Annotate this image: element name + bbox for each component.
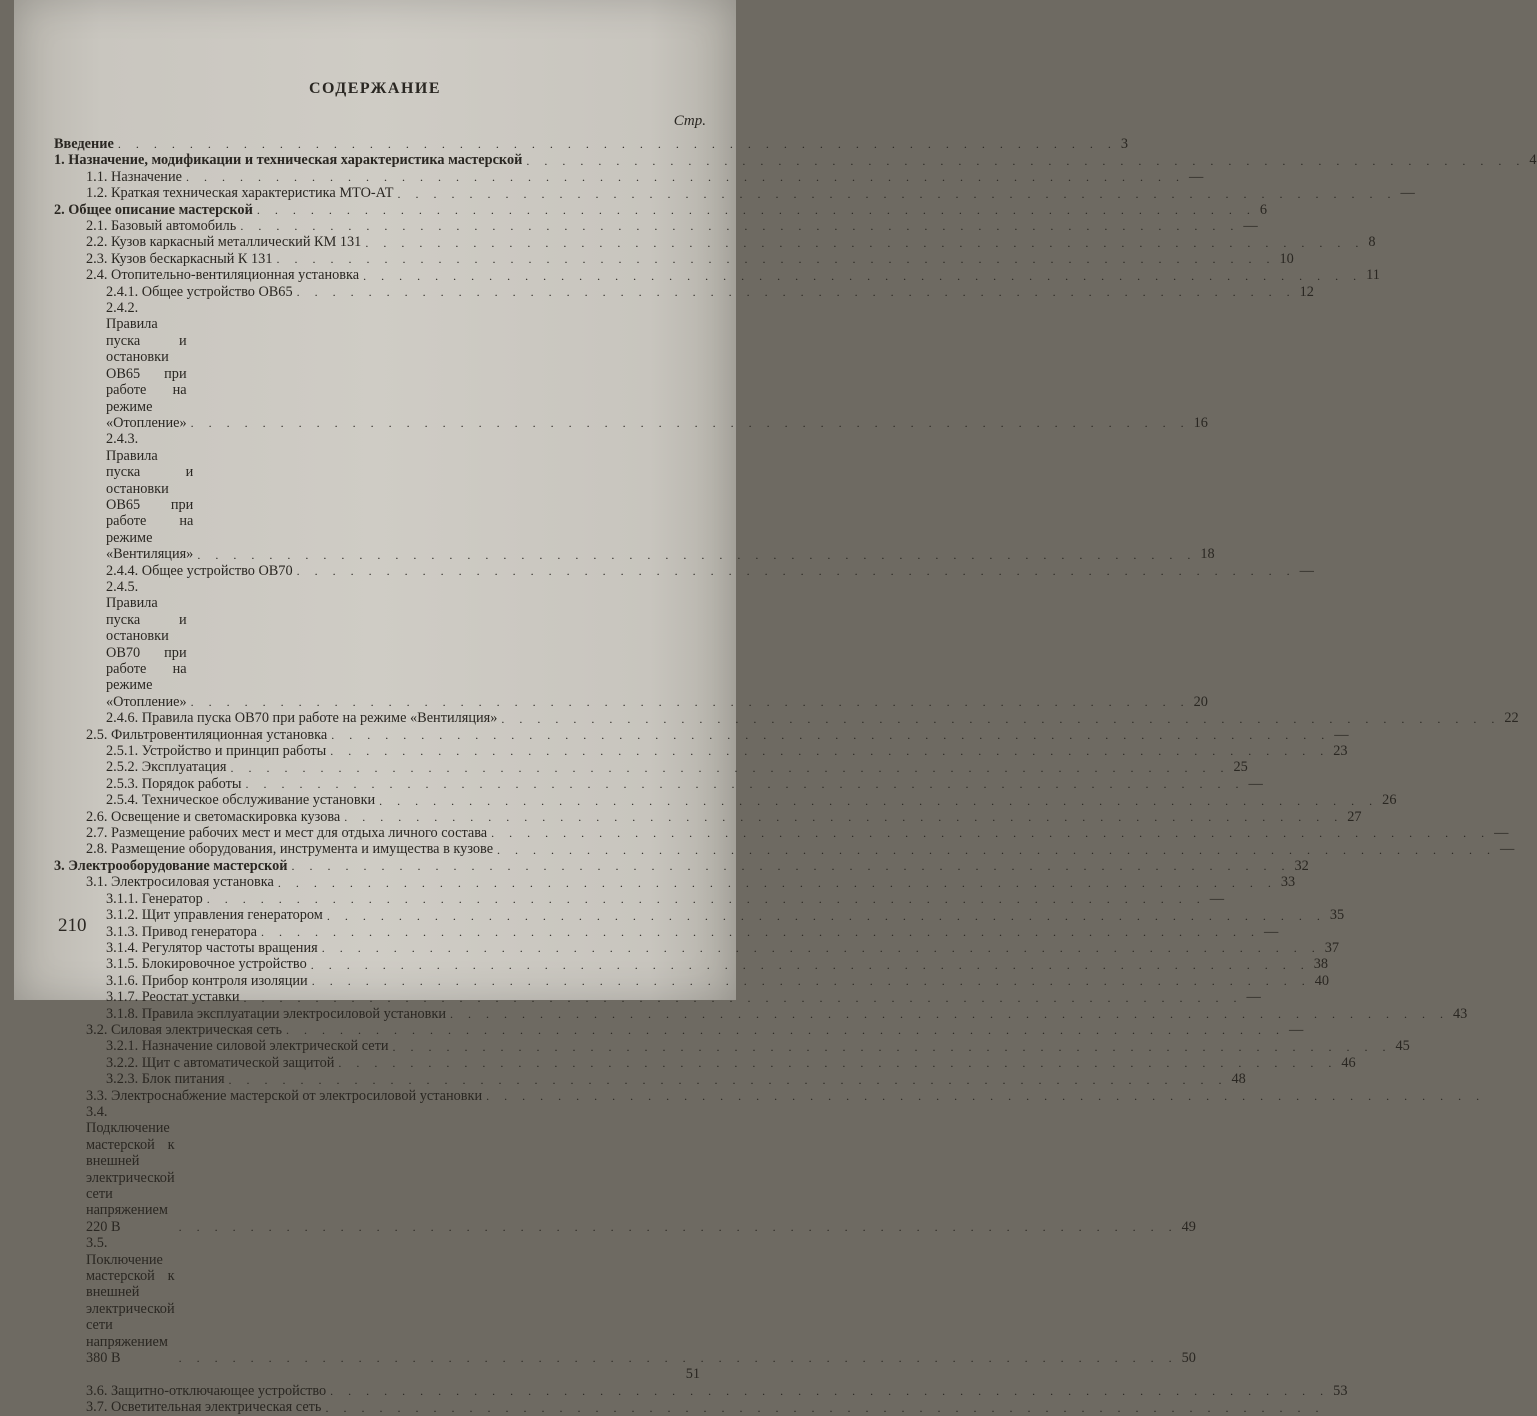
toc-leader-dots: . . . . . . . . . . . . . . . . . . . . . . . . . . . . . . . . . . . . . . . . . . . . . . . . . . . . . . . . — [260, 924, 1260, 939]
toc-entry-page: 50 — [1181, 1350, 1196, 1367]
toc-entry-page: 10 — [1279, 250, 1294, 267]
toc-entry — [54, 972, 1329, 989]
toc-entry-title: 3.1.4. Регулятор частоты вращения — [106, 939, 318, 956]
toc-entry-title: 3.1.3. Привод генератора — [106, 923, 257, 940]
toc-entry-page: 22 — [1504, 710, 1519, 727]
toc-leader-dots: . . . . . . . . . . . . . . . . . . . . . . . . . . . . . . . . . . . . . . . . . . . . . . . . . . . . . . . . — [365, 235, 1365, 250]
toc-entry — [54, 250, 1294, 267]
toc-entry — [54, 1071, 1246, 1088]
toc-entry — [54, 808, 1362, 825]
toc-entry-page: 32 — [1294, 857, 1309, 874]
toc-entry-page: 33 — [1280, 874, 1296, 891]
toc-leader-dots: . . . . . . . . . . . . . . . . . . . . . . . . . . . . . . . . . . . . . . . . . . . . . . . . . . . . . . . . — [392, 1039, 1392, 1054]
toc-entry-title: 2.6. Освещение и светомаскировка кузова — [86, 808, 341, 825]
toc-entry — [54, 759, 1248, 776]
toc-entry-title: 3.1. Электросиловая установка — [86, 874, 274, 891]
toc-entry — [54, 874, 1296, 891]
toc-entry — [54, 1103, 1196, 1235]
toc-entry-title: 3. Электрооборудование мастерской — [54, 857, 288, 874]
toc-entry — [54, 283, 1314, 300]
toc-leader-dots: . . . . . . . . . . . . . . . . . . . . . . . . . . . . . . . . . . . . . . . . . . . . . . . . . . . . . . . . — [117, 137, 1117, 152]
toc-leader-dots: . . . . . . . . . . . . . . . . . . . . . . . . . . . . . . . . . . . . . . . . . . . . . . . . . . . . . . . . — [240, 219, 1240, 234]
toc-leader-dots: . . . . . . . . . . . . . . . . . . . . . . . . . . . . . . . . . . . . . . . . . . . . . . . . . . . . . . . . — [190, 416, 1190, 431]
toc-entry-page: — — [1188, 168, 1204, 185]
toc-leader-dots: . . . . . . . . . . . . . . . . . . . . . . . . . . . . . . . . . . . . . . . . . . . . . . . . . . . . . . . . — [185, 170, 1185, 185]
page-number: 210 — [58, 915, 87, 936]
toc-entry — [54, 562, 1314, 579]
toc-leader-dots: . . . . . . . . . . . . . . . . . . . . . . . . . . . . . . . . . . . . . . . . . . . . . . . . . . . . . . . . — [178, 1220, 1178, 1235]
toc-entry-page: 8 — [1368, 234, 1376, 251]
toc-leader-dots: . . . . . . . . . . . . . . . . . . . . . . . . . . . . . . . . . . . . . . . . . . . . . . . . . . . . . . . . — [379, 793, 1379, 808]
toc-leader-dots: . . . . . . . . . . . . . . . . . . . . . . . . . . . . . . . . . . . . . . . . . . . . . . . . . . . . . . . . — [526, 153, 1526, 168]
toc-entry-page: 49 — [1181, 1218, 1196, 1235]
toc-entry — [54, 201, 1267, 218]
toc-entry-title: 2.1. Базовый автомобиль — [86, 218, 237, 235]
toc-entry — [54, 923, 1279, 940]
toc-entry-page: 48 — [1231, 1071, 1246, 1088]
toc-entry-title: 3.6. Защитно-отключающее устройство — [86, 1382, 327, 1399]
toc-leader-dots: . . . . . . . . . . . . . . . . . . . . . . . . . . . . . . . . . . . . . . . . . . . . . . . . . . . . . . . . — [256, 203, 1256, 218]
toc-entry-title: 3.1.8. Правила эксплуатации электросиловой установки — [106, 1005, 447, 1022]
toc-entry-title: 2.4.2. Правила пуска и остановки ОВ65 при работе на режиме «Отопление» — [106, 300, 187, 431]
toc-leader-dots: . . . . . . . . . . . . . . . . . . . . . . . . . . . . . . . . . . . . . . . . . . . . . . . . . . . . . . . . — [276, 252, 1276, 267]
toc-entry — [54, 300, 1208, 431]
toc-entry-page: 40 — [1314, 972, 1329, 989]
toc-leader-dots: . . . . . . . . . . . . . . . . . . . . . . . . . . . . . . . . . . . . . . . . . . . . . . . . . . . . . . . . — [243, 990, 1243, 1005]
toc-entry-page: 16 — [1193, 414, 1208, 431]
toc-entry-page: — — [1500, 841, 1515, 858]
toc-entry-title: 2.7. Размещение рабочих мест и мест для отдыха личного состава — [86, 825, 488, 842]
toc-entry-page: 43 — [1453, 1005, 1468, 1022]
toc-entry-title: Введение — [54, 136, 114, 152]
toc-entry-title: 2. Общее описание мастерской — [54, 201, 253, 218]
toc-entry-title: 3.1.6. Прибор контроля изоляции — [106, 972, 308, 989]
toc-leader-dots: . . . . . . . . . . . . . . . . . . . . . . . . . . . . . . . . . . . . . . . . . . . . . . . . . . . . . . . . — [197, 547, 1197, 562]
toc-entry-page: 20 — [1193, 693, 1208, 710]
toc-entry — [54, 743, 1348, 760]
toc-entry-title: 3.7. Осветительная электрическая сеть — [86, 1399, 322, 1416]
toc-entry — [54, 825, 1509, 842]
toc-entry-title: 2.4.4. Общее устройство ОВ70 — [106, 562, 293, 579]
toc-entry-title: 2.5.4. Техническое обслуживание установки — [106, 792, 376, 809]
toc-entry — [54, 1382, 1348, 1399]
toc-leader-dots: . . . . . . . . . . . . . . . . . . . . . . . . . . . . . . . . . . . . . . . . . . . . . . . . . . . . . . . . — [230, 760, 1230, 775]
toc-leader-dots: . . . . . . . . . . . . . . . . . . . . . . . . . . . . . . . . . . . . . . . . . . . . . . . . . . . . . . . . — [397, 186, 1397, 201]
toc-entry — [54, 218, 1258, 235]
toc-entry-title: 2.5.1. Устройство и принцип работы — [106, 743, 327, 760]
toc-entry-title: 3.4. Подключение мастерской к внешней электрической сети напряжением 220 В — [86, 1103, 175, 1235]
toc-leader-dots: . . . . . . . . . . . . . . . . . . . . . . . . . . . . . . . . . . . . . . . . . . . . . . . . . . . . . . . . — [310, 957, 1310, 972]
toc-entry-title: 1.1. Назначение — [86, 168, 182, 185]
toc-leader-dots: . . . . . . . . . . . . . . . . . . . . . . . . . . . . . . . . . . . . . . . . . . . . . . . . . . . . . . . . — [330, 744, 1330, 759]
table-of-contents — [54, 136, 1537, 1416]
toc-entry — [54, 431, 1215, 563]
toc-entry-title: 2.2. Кузов каркасный металлический КМ 131 — [86, 234, 362, 251]
toc-leader-dots: . . . . . . . . . . . . . . . . . . . . . . . . . . . . . . . . . . . . . . . . . . . . . . . . . . . . . . . . — [331, 728, 1331, 743]
toc-leader-dots: . . . . . . . . . . . . . . . . . . . . . . . . . . . . . . . . . . . . . . . . . . . . . . . . . . . . . . . . — [311, 974, 1311, 989]
toc-leader-dots: . . . . . . . . . . . . . . . . . . . . . . . . . . . . . . . . . . . . . . . . . . . . . . . . . . . . . . . . — [245, 777, 1245, 792]
toc-entry-title: 3.1.1. Генератор — [106, 890, 203, 907]
toc-entry-page: 37 — [1324, 939, 1339, 956]
toc-entry-title: 2.8. Размещение оборудования, инструмента и имущества в кузове — [86, 841, 494, 858]
toc-entry-title: 2.4.3. Правила пуска и остановки ОВ65 при работе на режиме «Вентиляция» — [106, 431, 194, 563]
toc-entry-page: 11 — [1366, 267, 1380, 284]
toc-entry-title: 2.4.6. Правила пуска ОВ70 при работе на режиме «Вентиляция» — [106, 710, 498, 727]
toc-entry-title: 3.5. Поключение мастерской к внешней электрической сети напряжением 380 В — [86, 1235, 175, 1367]
toc-entry — [54, 1054, 1356, 1071]
document-page — [14, 0, 1537, 1416]
toc-entry — [54, 1399, 1325, 1416]
toc-leader-dots: . . . . . . . . . . . . . . . . . . . . . . . . . . . . . . . . . . . . . . . . . . . . . . . . . . . . . . . . — [206, 892, 1206, 907]
toc-entry-page: 12 — [1299, 283, 1314, 300]
toc-entry-page: — — [1299, 562, 1314, 579]
toc-entry-page: 6 — [1259, 201, 1267, 218]
toc-entry-title: 2.4.1. Общее устройство ОВ65 — [106, 283, 293, 300]
toc-entry — [54, 857, 1309, 874]
toc-entry-title: 3.2. Силовая электрическая сеть — [86, 1021, 282, 1038]
toc-entry-title: 3.1.7. Реостат уставки — [106, 989, 240, 1006]
toc-entry-title: 3.1.5. Блокировочное устройство — [106, 956, 307, 973]
toc-entry — [54, 775, 1263, 792]
toc-entry-title: 3.3. Электроснабжение мастерской от электросиловой установки — [86, 1087, 483, 1104]
toc-leader-dots: . . . . . . . . . . . . . . . . . . . . . . . . . . . . . . . . . . . . . . . . . . . . . . . . . . . . . . . . — [190, 695, 1190, 710]
toc-entry — [54, 234, 1376, 251]
toc-entry-page: 38 — [1313, 956, 1329, 973]
toc-leader-dots: . . . . . . . . . . . . . . . . . . . . . . . . . . . . . . . . . . . . . . . . . . . . . . . . . . . . . . . . — [277, 875, 1277, 890]
toc-entry-page: 46 — [1341, 1054, 1356, 1071]
toc-entry-page: 23 — [1333, 743, 1348, 760]
toc-entry-page: — — [1288, 1021, 1304, 1038]
toc-entry-page: 4 — [1529, 152, 1537, 169]
toc-entry — [54, 989, 1261, 1006]
toc-leader-dots: . . . . . . . . . . . . . . . . . . . . . . . . . . . . . . . . . . . . . . . . . . . . . . . . . . . . . . . . — [491, 826, 1491, 841]
toc-leader-dots: . . . . . . . . . . . . . . . . . . . . . . . . . . . . . . . . . . . . . . . . . . . . . . . . . . . . . . . . — [325, 1400, 1325, 1415]
toc-entry — [54, 1021, 1304, 1038]
toc-entry — [54, 168, 1204, 185]
toc-entry-page: 35 — [1329, 907, 1345, 924]
toc-leader-dots: . . . . . . . . . . . . . . . . . . . . . . . . . . . . . . . . . . . . . . . . . . . . . . . . . . . . . . . . — [338, 1056, 1338, 1071]
toc-entry-page: 27 — [1347, 808, 1362, 825]
toc-entry — [54, 152, 1537, 169]
toc-entry-page: — — [1334, 726, 1349, 743]
toc-entry-page: — — [1209, 890, 1225, 907]
toc-entry — [54, 907, 1345, 924]
toc-entry — [54, 578, 1208, 710]
toc-entry — [54, 1038, 1410, 1055]
toc-entry-title: 3.2.2. Щит с автоматической защитой — [106, 1054, 335, 1071]
toc-leader-dots: . . . . . . . . . . . . . . . . . . . . . . . . . . . . . . . . . . . . . . . . . . . . . . . . . . . . . . . . — [321, 941, 1321, 956]
toc-entry — [54, 939, 1339, 956]
toc-entry-page: — — [1400, 185, 1415, 202]
toc-entry-page: — — [1248, 775, 1263, 792]
toc-entry-title: 2.5.2. Эксплуатация — [106, 759, 227, 776]
toc-leader-dots: . . . . . . . . . . . . . . . . . . . . . . . . . . . . . . . . . . . . . . . . . . . . . . . . . . . . . . . . — [486, 1088, 1486, 1103]
toc-entry-title: 2.5. Фильтровентиляционная установка — [86, 726, 328, 743]
toc-entry-page: 25 — [1233, 759, 1248, 776]
toc-entry — [54, 136, 1128, 152]
toc-entry-page: — — [1243, 218, 1258, 235]
toc-entry — [54, 1087, 1486, 1104]
toc-leader-dots: . . . . . . . . . . . . . . . . . . . . . . . . . . . . . . . . . . . . . . . . . . . . . . . . . . . . . . . . — [228, 1072, 1228, 1087]
toc-entry-page: 51 — [685, 1366, 700, 1383]
toc-leader-dots: . . . . . . . . . . . . . . . . . . . . . . . . . . . . . . . . . . . . . . . . . . . . . . . . . . . . . . . . — [497, 842, 1497, 857]
toc-entry — [54, 726, 1349, 743]
toc-entry-title: 1. Назначение, модификации и техническая характеристика мастерской — [54, 152, 523, 169]
toc-entry-page: 3 — [1120, 136, 1128, 152]
toc-entry-title: 2.3. Кузов бескаркасный К 131 — [86, 250, 273, 267]
toc-entry — [54, 956, 1329, 973]
toc-entry-page: — — [1494, 825, 1509, 842]
page-title: СОДЕРЖАНИЕ — [308, 80, 442, 97]
toc-leader-dots: . . . . . . . . . . . . . . . . . . . . . . . . . . . . . . . . . . . . . . . . . . . . . . . . . . . . . . . . — [450, 1006, 1450, 1021]
toc-entry — [54, 792, 1397, 809]
toc-leader-dots: . . . . . . . . . . . . . . . . . . . . . . . . . . . . . . . . . . . . . . . . . . . . . . . . . . . . . . . . — [330, 1384, 1330, 1399]
toc-entry-title: 2.5.3. Порядок работы — [106, 775, 242, 792]
toc-leader-dots: . . . . . . . . . . . . . . . . . . . . . . . . . . . . . . . . . . . . . . . . . . . . . . . . . . . . . . . . — [285, 1023, 1285, 1038]
toc-leader-dots: . . . . . . . . . . . . . . . . . . . . . . . . . . . . . . . . . . . . . . . . . . . . . . . . . . . . . . . . — [344, 810, 1344, 825]
toc-leader-dots: . . . . . . . . . . . . . . . . . . . . . . . . . . . . . . . . . . . . . . . . . . . . . . . . . . . . . . . . — [296, 285, 1296, 300]
toc-entry-page: 53 — [1333, 1382, 1348, 1399]
toc-entry-page: 18 — [1200, 546, 1215, 563]
toc-entry-title: 3.2.3. Блок питания — [106, 1071, 225, 1088]
toc-entry — [54, 841, 1515, 858]
toc-entry-title: 3.2.1. Назначение силовой электрической сети — [106, 1038, 389, 1055]
page-column-label: Стр. — [673, 113, 706, 129]
toc-leader-dots: . . . . . . . . . . . . . . . . . . . . . . . . . . . . . . . . . . . . . . . . . . . . . . . . . . . . . . . . — [501, 711, 1501, 726]
toc-entry — [54, 890, 1225, 907]
toc-entry-page: — — [1263, 923, 1279, 940]
toc-entry-title: 2.4.5. Правила пуска и остановки ОВ70 при работе на режиме «Отопление» — [106, 578, 187, 710]
toc-entry — [54, 1366, 700, 1382]
toc-entry — [54, 267, 1380, 284]
toc-entry — [54, 1235, 1196, 1367]
toc-leader-dots: . . . . . . . . . . . . . . . . . . . . . . . . . . . . . . . . . . . . . . . . . . . . . . . . . . . . . . . . — [363, 268, 1363, 283]
toc-entry-page: 26 — [1382, 792, 1397, 809]
toc-leader-dots: . . . . . . . . . . . . . . . . . . . . . . . . . . . . . . . . . . . . . . . . . . . . . . . . . . . . . . . . — [326, 908, 1326, 923]
toc-entry-page: — — [1246, 989, 1261, 1006]
toc-entry — [54, 1005, 1468, 1022]
toc-leader-dots: . . . . . . . . . . . . . . . . . . . . . . . . . . . . . . . . . . . . . . . . . . . . . . . . . . . . . . . . — [296, 563, 1296, 578]
toc-entry-title: 1.2. Краткая техническая характеристика МТО-АТ — [86, 185, 394, 202]
toc-entry — [54, 710, 1519, 727]
toc-leader-dots: . . . . . . . . . . . . . . . . . . . . . . . . . . . . . . . . . . . . . . . . . . . . . . . . . . . . . . . . — [178, 1351, 1178, 1366]
toc-entry — [54, 185, 1415, 202]
toc-leader-dots: . . . . . . . . . . . . . . . . . . . . . . . . . . . . . . . . . . . . . . . . . . . . . . . . . . . . . . . . — [291, 859, 1291, 874]
toc-entry-page: 45 — [1395, 1038, 1410, 1055]
toc-entry-title: 3.1.2. Щит управления генератором — [106, 907, 323, 924]
toc-entry-title: 2.4. Отопительно-вентиляционная установка — [86, 267, 360, 284]
